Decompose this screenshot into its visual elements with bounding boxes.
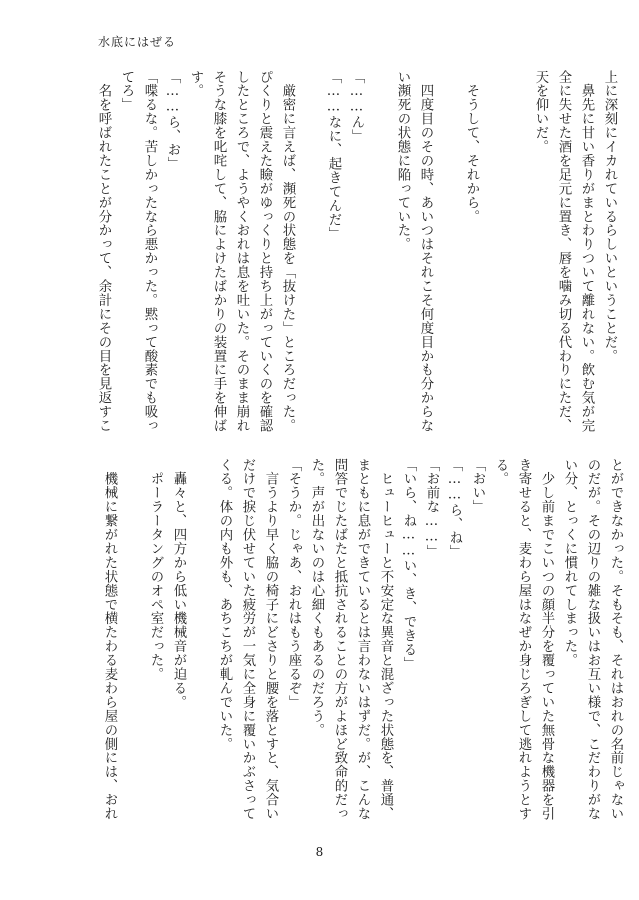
text-line: い分、とっくに慣れてしまった。	[562, 458, 577, 668]
text-line: くる。体の内も外も、あちこちが軋んでいた。	[217, 458, 232, 751]
text-line: 厳密に言えば、瀕死の状態を「抜けた」ところだった。	[280, 70, 295, 433]
text-line: 「そうか。じゃあ、おれはもう座るぞ」	[286, 458, 301, 710]
top-text-block	[92, 70, 621, 433]
text-line: 四度目のその時、あいつはそれこそ何度目かも分からな	[418, 70, 433, 433]
bottom-text-block	[98, 458, 627, 821]
text-line: ポーラータングのオペ室だった。	[148, 458, 163, 682]
running-title: 水底にはぜる	[98, 35, 177, 49]
text-line: 天を仰いだ。	[533, 70, 548, 154]
text-line: 「……ら、お」	[165, 70, 180, 171]
text-line: 「……ら、ね」	[447, 458, 462, 559]
text-line: き寄せると、麦わら屋はなぜか身じろぎして逃れようとす	[516, 458, 531, 821]
text-line: 上に深刻にイカれているらしいということだ。	[602, 70, 617, 363]
text-line: 問答でじたばたと抵抗されることの方がよほど致命的だっ	[332, 458, 347, 821]
page-number: 8	[315, 845, 324, 859]
text-line: 「……ん」	[349, 70, 364, 143]
text-line: 鼻先に甘い香りがまとわりついて離れない。飲む気が完	[579, 70, 594, 433]
text-line: ぴくりと震えた瞼がゆっくりと持ち上がっていくのを確認	[257, 70, 272, 433]
text-line: 機械に繋がれた状態で横たわる麦わら屋の側には、おれ	[102, 458, 117, 821]
text-line: のだが。その辺りの雑な扱いはお互い様で、こだわりがな	[585, 458, 600, 821]
text-line: 「いら、ね……い、き、できる」	[401, 458, 416, 671]
text-line	[368, 70, 391, 420]
text-line: 全に失せた酒を足元に置き、唇を噛み切る代わりにただ、	[556, 70, 571, 433]
text-line: まともに息ができているとは言わないはずだ。が、こんな	[355, 458, 370, 821]
text-line: 名を呼ばれたことが分かって、余計にその目を見返すこ	[96, 70, 111, 433]
text-line	[437, 70, 460, 420]
text-line: ヒューヒューと不安定な異音と混ざった状態を、普通、	[378, 458, 393, 821]
text-line: す。	[188, 70, 203, 98]
text-line: る。	[493, 458, 508, 486]
text-line: てろ」	[119, 70, 134, 112]
text-line: 少し前までこいつの顔半分を覆っていた無骨な機器を引	[539, 458, 554, 821]
text-line: 言うより早く脇の椅子にどさりと腰を落とすと、気合い	[263, 458, 278, 821]
text-line: したところで、ようやくおれは息を吐いた。そのまま崩れ	[234, 70, 249, 433]
text-line	[299, 70, 322, 420]
text-line: い瀕死の状態に陥っていた。	[395, 70, 410, 252]
text-line	[121, 458, 144, 808]
text-line: 「お前な……」	[424, 458, 439, 559]
text-line: だけで捩じ伏せていた疲労が一気に全身に覆いかぶさって	[240, 458, 255, 821]
text-line: そうな膝を叱咤して、脇によけたばかりの装置に手を伸ば	[211, 70, 226, 433]
text-line: とができなかった。そもそも、それはおれの名前じゃない	[608, 458, 623, 821]
text-line	[190, 458, 213, 808]
text-line	[506, 70, 529, 420]
text-line: 轟々と、四方から低い機械音が迫る。	[171, 458, 186, 710]
text-line	[483, 70, 506, 420]
text-line: 「……なに、起きてんだ」	[326, 70, 341, 241]
text-line: 「喋るな。苦しかったなら悪かった。黙って酸素でも吸っ	[142, 70, 157, 433]
text-line: そうして、それから。	[464, 70, 479, 224]
text-line: た。声が出ないのは心細くもあるのだろう。	[309, 458, 324, 737]
text-line: 「おい」	[470, 458, 485, 514]
